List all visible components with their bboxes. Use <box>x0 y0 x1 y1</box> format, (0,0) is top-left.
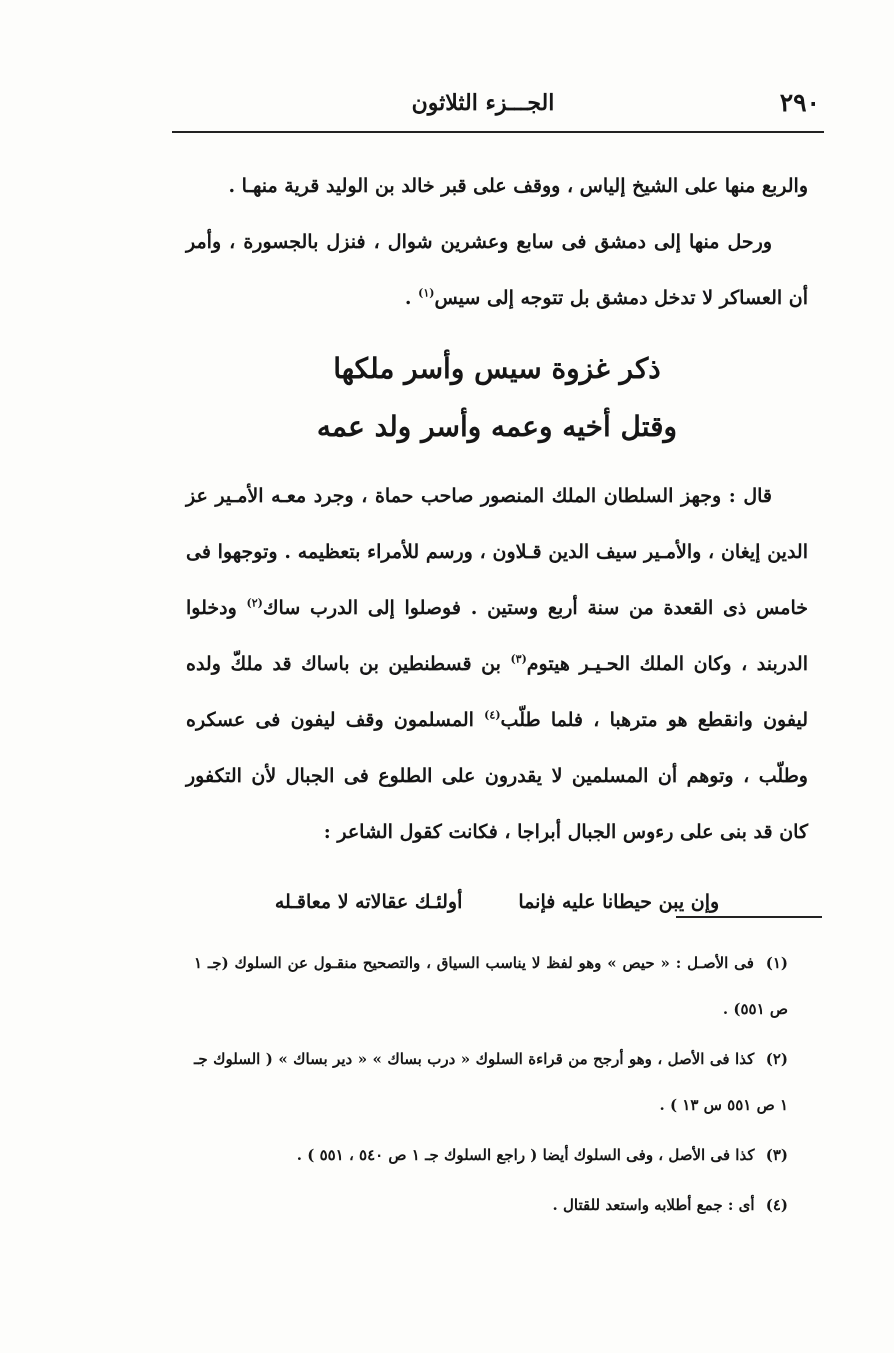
poetry-verse <box>186 874 808 930</box>
footnotes <box>194 940 788 1232</box>
section-heading-line-2: وقتل أخيه وعمه وأسر ولد عمه <box>316 410 678 443</box>
footnote-3-number: (٣) <box>765 1146 788 1164</box>
page-header <box>172 84 824 128</box>
footnote-3 <box>194 1132 788 1178</box>
section-heading-line-1: ذكر غزوة سيس وأسر ملكها <box>333 352 661 385</box>
footnote-rule <box>676 916 822 918</box>
paragraph-1-text: والربع منها على الشيخ إلياس ، ووقف على قبر خالد بن الوليد قرية منهـا . <box>228 175 808 197</box>
footnote-2-number: (٢) <box>765 1050 788 1068</box>
paragraph-2 <box>186 214 808 326</box>
running-title: الجـــزء الثلاثون <box>411 90 555 116</box>
paragraph-3 <box>186 468 808 860</box>
verse-first-hemistich: وإن يبن حيطانا عليه فإنما <box>518 891 720 913</box>
header-rule <box>172 131 824 133</box>
paragraph-3-part-c: بن قسطنطين بن باساك قد ملكّ ولده ليفون وانقطع هو مترهبا ، فلما طلّب <box>186 653 808 731</box>
paragraph-2-text: ورحل منها إلى دمشق فى سابع وعشرين شوال ، فنزل بالجسورة ، وأمر أن العساكر لا تدخل دمشق بل تتوجه إلى سيس <box>186 231 808 309</box>
footnote-marker-3: (٣) <box>510 652 527 666</box>
footnote-marker-4: (٤) <box>484 708 501 722</box>
footnote-1-number: (١) <box>765 954 788 972</box>
main-text <box>186 158 808 930</box>
footnote-2 <box>194 1036 788 1128</box>
footnote-1 <box>194 940 788 1032</box>
paragraph-3-part-b: ودخلوا الدربند ، وكان الملك الحـيـر هيتوم <box>186 597 808 675</box>
footnote-1-text: فى الأصـل : « حيص » وهو لفظ لا يناسب السياق ، والتصحيح منقـول عن السلوك (جـ ١ ص ٥٥١) . <box>194 954 788 1018</box>
paragraph-3-part-d: المسلمون وقف ليفون فى عسكره وطلّب ، وتوهم أن المسلمين لا يقدرون على الطلوع فى الجبال لأن التكفور كان قد بنى على رءوس الجبال أبراجا ، فكانت كقول الشاعر : <box>186 709 808 843</box>
paragraph-2-end: . <box>404 287 419 309</box>
paragraph-3-part-a: قال : وجهز السلطان الملك المنصور صاحب حماة ، وجرد معـه الأمـير عز الدين إيغان ، والأمـير سيف الدين قـلاون ، ورسم للأمراء بتعظيمه . وتوجهوا فى خامس ذى القعدة من سنة أربع وستين . فوصلوا إلى الدرب ساك <box>186 485 808 619</box>
footnote-4-text: أى : جمع أطلابه واستعد للقتال . <box>552 1196 755 1214</box>
footnote-marker-2: (٢) <box>246 596 263 610</box>
paragraph-1 <box>186 158 808 214</box>
footnote-4 <box>194 1182 788 1228</box>
footnote-4-number: (٤) <box>765 1196 788 1214</box>
footnote-marker-1: (١) <box>418 286 435 300</box>
page-number: ٢٩٠ <box>779 88 820 117</box>
section-heading-block <box>186 340 808 456</box>
verse-second-hemistich: أولئـك عقالاته لا معاقـله <box>274 891 463 913</box>
footnote-2-text: كذا فى الأصل ، وهو أرجح من قراءة السلوك « درب بساك » « دير بساك » ( السلوك جـ ١ ص ٥٥١ س ١٣ ) . <box>194 1050 788 1114</box>
footnote-3-text: كذا فى الأصل ، وفى السلوك أيضا ( راجع السلوك جـ ١ ص ٥٤٠ ، ٥٥١ ) . <box>296 1146 755 1164</box>
